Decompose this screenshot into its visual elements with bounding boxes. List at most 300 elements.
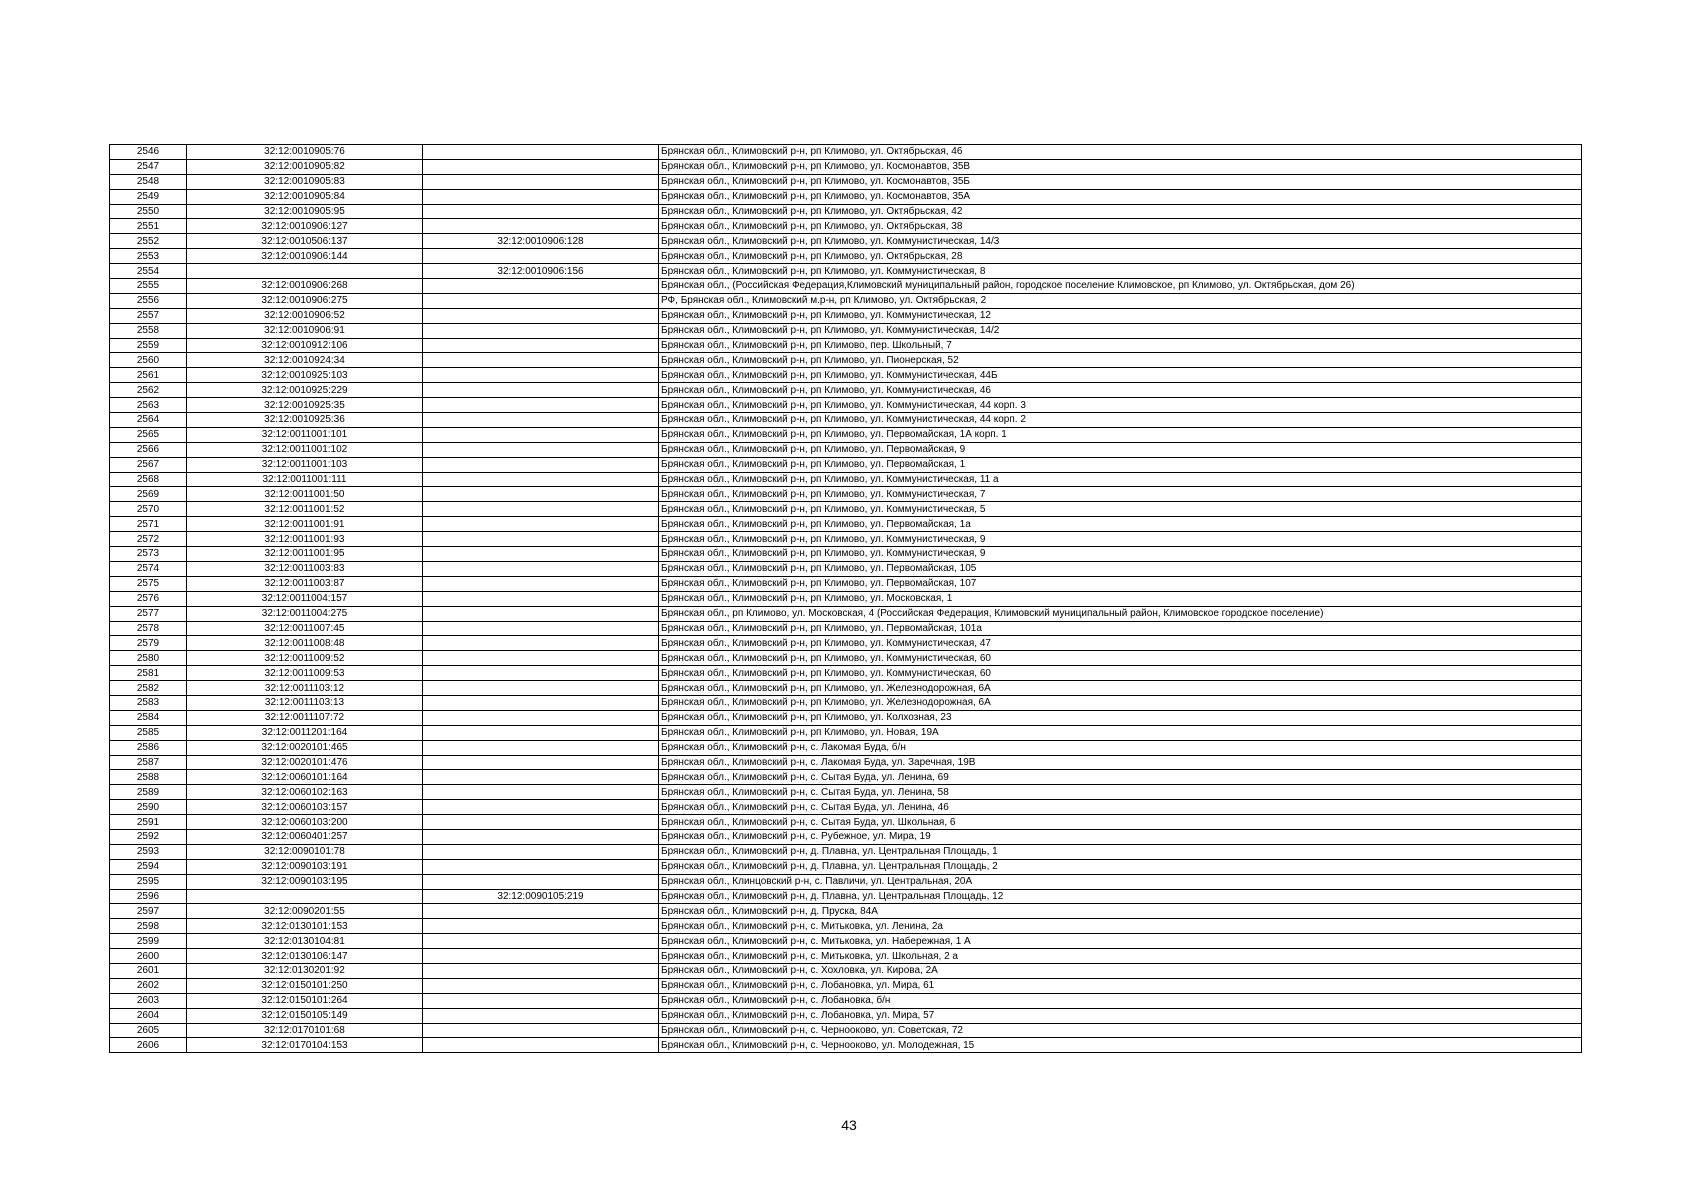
table-row xyxy=(110,174,1582,189)
address-cell: Брянская обл., Климовский р-н, рп Климово, ул. Космонавтов, 35Б xyxy=(659,174,1582,189)
table-row xyxy=(110,859,1582,874)
address-cell: Брянская обл., Климовский р-н, рп Климово, ул. Коммунистическая, 11 а xyxy=(659,472,1582,487)
address-cell: Брянская обл., Климовский р-н, д. Плавна, ул. Центральная Площадь, 1 xyxy=(659,844,1582,859)
row-number-cell: 2569 xyxy=(110,487,187,502)
parent-cadastral-number-cell xyxy=(423,904,659,919)
address-cell: Брянская обл., Климовский р-н, рп Климово, ул. Первомайская, 105 xyxy=(659,561,1582,576)
cadastral-number-cell: 32:12:0090103:191 xyxy=(187,859,423,874)
row-number-cell: 2604 xyxy=(110,1008,187,1023)
table-row xyxy=(110,949,1582,964)
parent-cadastral-number-cell xyxy=(423,755,659,770)
parent-cadastral-number-cell xyxy=(423,681,659,696)
parent-cadastral-number-cell xyxy=(423,829,659,844)
cadastral-number-cell: 32:12:0060101:164 xyxy=(187,770,423,785)
cadastral-number-cell: 32:12:0011103:13 xyxy=(187,695,423,710)
table-row xyxy=(110,517,1582,532)
table-row xyxy=(110,874,1582,889)
address-cell: Брянская обл., (Российская Федерация,Климовский муниципальный район, городское поселение Климовское, рп Климово, ул. Октябрьская, дом 26) xyxy=(659,279,1582,294)
table-row xyxy=(110,532,1582,547)
row-number-cell: 2579 xyxy=(110,636,187,651)
parent-cadastral-number-cell xyxy=(423,413,659,428)
parent-cadastral-number-cell xyxy=(423,219,659,234)
parent-cadastral-number-cell xyxy=(423,383,659,398)
cadastral-number-cell: 32:12:0010925:103 xyxy=(187,368,423,383)
address-cell: Брянская обл., Климовский р-н, рп Климово, ул. Коммунистическая, 47 xyxy=(659,636,1582,651)
table-row xyxy=(110,368,1582,383)
address-cell: Брянская обл., Климовский р-н, рп Климово, ул. Коммунистическая, 44 корп. 3 xyxy=(659,398,1582,413)
row-number-cell: 2563 xyxy=(110,398,187,413)
parent-cadastral-number-cell xyxy=(423,279,659,294)
address-cell: Брянская обл., Климовский р-н, рп Климово, ул. Коммунистическая, 12 xyxy=(659,308,1582,323)
address-cell: Брянская обл., Климовский р-н, рп Климово, пер. Школьный, 7 xyxy=(659,338,1582,353)
table-row xyxy=(110,338,1582,353)
address-cell: Брянская обл., Климовский р-н, с. Митьковка, ул. Ленина, 2а xyxy=(659,919,1582,934)
row-number-cell: 2587 xyxy=(110,755,187,770)
table-row xyxy=(110,561,1582,576)
parent-cadastral-number-cell xyxy=(423,591,659,606)
address-cell: Брянская обл., Климовский р-н, д. Плавна, ул. Центральная Площадь, 2 xyxy=(659,859,1582,874)
address-cell: Брянская обл., Климовский р-н, рп Климово, ул. Коммунистическая, 44 корп. 2 xyxy=(659,413,1582,428)
cadastral-number-cell: 32:12:0150101:264 xyxy=(187,993,423,1008)
parent-cadastral-number-cell xyxy=(423,293,659,308)
table-row xyxy=(110,651,1582,666)
cadastral-number-cell: 32:12:0011003:87 xyxy=(187,576,423,591)
parent-cadastral-number-cell xyxy=(423,204,659,219)
cadastral-number-cell xyxy=(187,889,423,904)
table-row xyxy=(110,740,1582,755)
cadastral-number-cell: 32:12:0011008:48 xyxy=(187,636,423,651)
parent-cadastral-number-cell xyxy=(423,1038,659,1053)
cadastral-number-cell: 32:12:0060102:163 xyxy=(187,785,423,800)
cadastral-number-cell: 32:12:0010905:83 xyxy=(187,174,423,189)
address-cell: Брянская обл., Климовский р-н, рп Климово, ул. Первомайская, 107 xyxy=(659,576,1582,591)
table-row xyxy=(110,993,1582,1008)
cadastral-number-cell: 32:12:0011001:52 xyxy=(187,502,423,517)
parent-cadastral-number-cell xyxy=(423,174,659,189)
row-number-cell: 2602 xyxy=(110,978,187,993)
row-number-cell: 2586 xyxy=(110,740,187,755)
address-cell: Брянская обл., Климовский р-н, рп Климово, ул. Пионерская, 52 xyxy=(659,353,1582,368)
table-row xyxy=(110,293,1582,308)
row-number-cell: 2580 xyxy=(110,651,187,666)
parent-cadastral-number-cell xyxy=(423,561,659,576)
row-number-cell: 2551 xyxy=(110,219,187,234)
cadastral-number-cell: 32:12:0060401:257 xyxy=(187,829,423,844)
cadastral-register-table xyxy=(109,144,1582,1053)
parent-cadastral-number-cell xyxy=(423,725,659,740)
row-number-cell: 2568 xyxy=(110,472,187,487)
table-row xyxy=(110,249,1582,264)
address-cell: Брянская обл., Климовский р-н, рп Климово, ул. Октябрьская, 46 xyxy=(659,145,1582,160)
table-row xyxy=(110,576,1582,591)
cadastral-number-cell: 32:12:0011107:72 xyxy=(187,710,423,725)
parent-cadastral-number-cell xyxy=(423,993,659,1008)
cadastral-number-cell: 32:12:0011007:45 xyxy=(187,621,423,636)
address-cell: Брянская обл., Клинцовский р-н, с. Павличи, ул. Центральная, 20А xyxy=(659,874,1582,889)
cadastral-number-cell: 32:12:0011001:102 xyxy=(187,442,423,457)
cadastral-number-cell: 32:12:0020101:465 xyxy=(187,740,423,755)
parent-cadastral-number-cell xyxy=(423,800,659,815)
parent-cadastral-number-cell xyxy=(423,427,659,442)
cadastral-number-cell: 32:12:0011003:83 xyxy=(187,561,423,576)
cadastral-number-cell xyxy=(187,264,423,279)
address-cell: Брянская обл., Климовский р-н, рп Климово, ул. Коммунистическая, 5 xyxy=(659,502,1582,517)
parent-cadastral-number-cell xyxy=(423,502,659,517)
table-row xyxy=(110,785,1582,800)
address-cell: Брянская обл., Климовский р-н, с. Лобановка, ул. Мира, 61 xyxy=(659,978,1582,993)
cadastral-number-cell: 32:12:0010924:34 xyxy=(187,353,423,368)
cadastral-number-cell: 32:12:0010506:137 xyxy=(187,234,423,249)
row-number-cell: 2548 xyxy=(110,174,187,189)
page-number: 43 xyxy=(841,1117,857,1133)
cadastral-number-cell: 32:12:0010906:144 xyxy=(187,249,423,264)
parent-cadastral-number-cell xyxy=(423,874,659,889)
row-number-cell: 2577 xyxy=(110,606,187,621)
address-cell: Брянская обл., Климовский р-н, рп Климово, ул. Коммунистическая, 8 xyxy=(659,264,1582,279)
table-row xyxy=(110,978,1582,993)
parent-cadastral-number-cell xyxy=(423,740,659,755)
row-number-cell: 2547 xyxy=(110,159,187,174)
table-row xyxy=(110,710,1582,725)
parent-cadastral-number-cell xyxy=(423,442,659,457)
row-number-cell: 2601 xyxy=(110,963,187,978)
row-number-cell: 2585 xyxy=(110,725,187,740)
cadastral-number-cell: 32:12:0011001:91 xyxy=(187,517,423,532)
cadastral-number-cell: 32:12:0010906:91 xyxy=(187,323,423,338)
address-cell: РФ, Брянская обл., Климовский м.р-н, рп Климово, ул. Октябрьская, 2 xyxy=(659,293,1582,308)
row-number-cell: 2546 xyxy=(110,145,187,160)
row-number-cell: 2554 xyxy=(110,264,187,279)
address-cell: Брянская обл., Климовский р-н, рп Климово, ул. Коммунистическая, 60 xyxy=(659,666,1582,681)
row-number-cell: 2570 xyxy=(110,502,187,517)
parent-cadastral-number-cell xyxy=(423,517,659,532)
row-number-cell: 2578 xyxy=(110,621,187,636)
parent-cadastral-number-cell xyxy=(423,472,659,487)
parent-cadastral-number-cell xyxy=(423,353,659,368)
cadastral-number-cell: 32:12:0170101:68 xyxy=(187,1023,423,1038)
row-number-cell: 2599 xyxy=(110,934,187,949)
cadastral-number-cell: 32:12:0170104:153 xyxy=(187,1038,423,1053)
row-number-cell: 2549 xyxy=(110,189,187,204)
cadastral-number-cell: 32:12:0090103:195 xyxy=(187,874,423,889)
cadastral-number-cell: 32:12:0150101:250 xyxy=(187,978,423,993)
table-row xyxy=(110,383,1582,398)
table-row xyxy=(110,472,1582,487)
table-row xyxy=(110,889,1582,904)
parent-cadastral-number-cell xyxy=(423,934,659,949)
row-number-cell: 2555 xyxy=(110,279,187,294)
row-number-cell: 2595 xyxy=(110,874,187,889)
parent-cadastral-number-cell xyxy=(423,1023,659,1038)
table-row xyxy=(110,815,1582,830)
table-row xyxy=(110,457,1582,472)
table-row xyxy=(110,1023,1582,1038)
cadastral-number-cell: 32:12:0011001:95 xyxy=(187,547,423,562)
address-cell: Брянская обл., Климовский р-н, рп Климово, ул. Колхозная, 23 xyxy=(659,710,1582,725)
address-cell: Брянская обл., Климовский р-н, с. Лобановка, б/н xyxy=(659,993,1582,1008)
table-row xyxy=(110,427,1582,442)
address-cell: Брянская обл., Климовский р-н, с. Лакомая Буда, ул. Заречная, 19В xyxy=(659,755,1582,770)
address-cell: Брянская обл., Климовский р-н, рп Климово, ул. Коммунистическая, 14/3 xyxy=(659,234,1582,249)
address-cell: Брянская обл., Климовский р-н, рп Климово, ул. Первомайская, 1А корп. 1 xyxy=(659,427,1582,442)
row-number-cell: 2571 xyxy=(110,517,187,532)
address-cell: Брянская обл., Климовский р-н, рп Климово, ул. Космонавтов, 35А xyxy=(659,189,1582,204)
address-cell: Брянская обл., Климовский р-н, с. Митьковка, ул. Набережная, 1 А xyxy=(659,934,1582,949)
table-row xyxy=(110,919,1582,934)
parent-cadastral-number-cell xyxy=(423,532,659,547)
address-cell: Брянская обл., Климовский р-н, рп Климово, ул. Коммунистическая, 9 xyxy=(659,532,1582,547)
row-number-cell: 2583 xyxy=(110,695,187,710)
address-cell: Брянская обл., Климовский р-н, рп Климово, ул. Железнодорожная, 6А xyxy=(659,681,1582,696)
cadastral-number-cell: 32:12:0011004:275 xyxy=(187,606,423,621)
table-row xyxy=(110,159,1582,174)
cadastral-number-cell: 32:12:0011001:101 xyxy=(187,427,423,442)
table-row xyxy=(110,681,1582,696)
address-cell: Брянская обл., Климовский р-н, с. Сытая Буда, ул. Ленина, 58 xyxy=(659,785,1582,800)
table-row xyxy=(110,189,1582,204)
row-number-cell: 2594 xyxy=(110,859,187,874)
row-number-cell: 2606 xyxy=(110,1038,187,1053)
table-row xyxy=(110,844,1582,859)
row-number-cell: 2559 xyxy=(110,338,187,353)
address-cell: Брянская обл., Климовский р-н, рп Климово, ул. Коммунистическая, 7 xyxy=(659,487,1582,502)
cadastral-number-cell: 32:12:0011001:93 xyxy=(187,532,423,547)
parent-cadastral-number-cell xyxy=(423,621,659,636)
cadastral-number-cell: 32:12:0011009:52 xyxy=(187,651,423,666)
parent-cadastral-number-cell xyxy=(423,547,659,562)
row-number-cell: 2550 xyxy=(110,204,187,219)
address-cell: Брянская обл., Климовский р-н, рп Климово, ул. Новая, 19А xyxy=(659,725,1582,740)
row-number-cell: 2565 xyxy=(110,427,187,442)
table-row xyxy=(110,904,1582,919)
parent-cadastral-number-cell xyxy=(423,636,659,651)
address-cell: Брянская обл., рп Климово, ул. Московская, 4 (Российская Федерация, Климовский муниципальный район, Климовское городское поселение) xyxy=(659,606,1582,621)
parent-cadastral-number-cell xyxy=(423,457,659,472)
table-body xyxy=(110,145,1582,1053)
address-cell: Брянская обл., Климовский р-н, с. Рубежное, ул. Мира, 19 xyxy=(659,829,1582,844)
parent-cadastral-number-cell xyxy=(423,487,659,502)
address-cell: Брянская обл., Климовский р-н, д. Плавна, ул. Центральная Площадь, 12 xyxy=(659,889,1582,904)
row-number-cell: 2588 xyxy=(110,770,187,785)
table-row xyxy=(110,264,1582,279)
row-number-cell: 2574 xyxy=(110,561,187,576)
table-row xyxy=(110,308,1582,323)
cadastral-number-cell: 32:12:0011001:111 xyxy=(187,472,423,487)
row-number-cell: 2572 xyxy=(110,532,187,547)
parent-cadastral-number-cell xyxy=(423,308,659,323)
table-row xyxy=(110,502,1582,517)
address-cell: Брянская обл., Климовский р-н, рп Климово, ул. Коммунистическая, 60 xyxy=(659,651,1582,666)
parent-cadastral-number-cell xyxy=(423,978,659,993)
row-number-cell: 2598 xyxy=(110,919,187,934)
address-cell: Брянская обл., Климовский р-н, с. Чернооково, ул. Советская, 72 xyxy=(659,1023,1582,1038)
row-number-cell: 2576 xyxy=(110,591,187,606)
table-row xyxy=(110,442,1582,457)
row-number-cell: 2557 xyxy=(110,308,187,323)
table-row xyxy=(110,800,1582,815)
parent-cadastral-number-cell xyxy=(423,710,659,725)
table-row xyxy=(110,606,1582,621)
parent-cadastral-number-cell xyxy=(423,368,659,383)
cadastral-number-cell: 32:12:0130201:92 xyxy=(187,963,423,978)
table-row xyxy=(110,279,1582,294)
cadastral-number-cell: 32:12:0010925:35 xyxy=(187,398,423,413)
table-row xyxy=(110,487,1582,502)
table-row xyxy=(110,398,1582,413)
row-number-cell: 2566 xyxy=(110,442,187,457)
address-cell: Брянская обл., Климовский р-н, рп Климово, ул. Коммунистическая, 46 xyxy=(659,383,1582,398)
row-number-cell: 2558 xyxy=(110,323,187,338)
row-number-cell: 2590 xyxy=(110,800,187,815)
address-cell: Брянская обл., Климовский р-н, рп Климово, ул. Космонавтов, 35В xyxy=(659,159,1582,174)
address-cell: Брянская обл., Климовский р-н, рп Климово, ул. Московская, 1 xyxy=(659,591,1582,606)
parent-cadastral-number-cell xyxy=(423,145,659,160)
cadastral-number-cell: 32:12:0010905:84 xyxy=(187,189,423,204)
row-number-cell: 2573 xyxy=(110,547,187,562)
cadastral-number-cell: 32:12:0011001:103 xyxy=(187,457,423,472)
parent-cadastral-number-cell xyxy=(423,1008,659,1023)
row-number-cell: 2552 xyxy=(110,234,187,249)
cadastral-number-cell: 32:12:0011201:164 xyxy=(187,725,423,740)
table-row xyxy=(110,963,1582,978)
row-number-cell: 2575 xyxy=(110,576,187,591)
table-row xyxy=(110,145,1582,160)
cadastral-number-cell: 32:12:0010925:36 xyxy=(187,413,423,428)
row-number-cell: 2603 xyxy=(110,993,187,1008)
cadastral-number-cell: 32:12:0090201:55 xyxy=(187,904,423,919)
row-number-cell: 2597 xyxy=(110,904,187,919)
row-number-cell: 2560 xyxy=(110,353,187,368)
cadastral-number-cell: 32:12:0060103:157 xyxy=(187,800,423,815)
table-row xyxy=(110,725,1582,740)
table-row xyxy=(110,413,1582,428)
address-cell: Брянская обл., Климовский р-н, с. Сытая Буда, ул. Ленина, 69 xyxy=(659,770,1582,785)
address-cell: Брянская обл., Климовский р-н, рп Климово, ул. Первомайская, 1а xyxy=(659,517,1582,532)
cadastral-number-cell: 32:12:0011009:53 xyxy=(187,666,423,681)
address-cell: Брянская обл., Климовский р-н, с. Лобановка, ул. Мира, 57 xyxy=(659,1008,1582,1023)
parent-cadastral-number-cell xyxy=(423,576,659,591)
parent-cadastral-number-cell xyxy=(423,398,659,413)
row-number-cell: 2556 xyxy=(110,293,187,308)
row-number-cell: 2600 xyxy=(110,949,187,964)
address-cell: Брянская обл., Климовский р-н, рп Климово, ул. Октябрьская, 42 xyxy=(659,204,1582,219)
cadastral-number-cell: 32:12:0010906:127 xyxy=(187,219,423,234)
address-cell: Брянская обл., Климовский р-н, рп Климово, ул. Коммунистическая, 44Б xyxy=(659,368,1582,383)
row-number-cell: 2561 xyxy=(110,368,187,383)
cadastral-number-cell: 32:12:0130101:153 xyxy=(187,919,423,934)
cadastral-number-cell: 32:12:0020101:476 xyxy=(187,755,423,770)
address-cell: Брянская обл., Климовский р-н, д. Пруска, 84А xyxy=(659,904,1582,919)
address-cell: Брянская обл., Климовский р-н, рп Климово, ул. Первомайская, 9 xyxy=(659,442,1582,457)
table-row xyxy=(110,934,1582,949)
address-cell: Брянская обл., Климовский р-н, рп Климово, ул. Первомайская, 1 xyxy=(659,457,1582,472)
parent-cadastral-number-cell xyxy=(423,606,659,621)
address-cell: Брянская обл., Климовский р-н, с. Сытая Буда, ул. Ленина, 46 xyxy=(659,800,1582,815)
table-row xyxy=(110,234,1582,249)
cadastral-number-cell: 32:12:0130106:147 xyxy=(187,949,423,964)
table-row xyxy=(110,547,1582,562)
cadastral-number-cell: 32:12:0010905:76 xyxy=(187,145,423,160)
address-cell: Брянская обл., Климовский р-н, рп Климово, ул. Октябрьская, 28 xyxy=(659,249,1582,264)
table-row xyxy=(110,755,1582,770)
parent-cadastral-number-cell xyxy=(423,651,659,666)
address-cell: Брянская обл., Климовский р-н, с. Сытая Буда, ул. Школьная, 6 xyxy=(659,815,1582,830)
row-number-cell: 2584 xyxy=(110,710,187,725)
table-row xyxy=(110,204,1582,219)
address-cell: Брянская обл., Климовский р-н, с. Митьковка, ул. Школьная, 2 а xyxy=(659,949,1582,964)
table-row xyxy=(110,621,1582,636)
parent-cadastral-number-cell xyxy=(423,815,659,830)
table-row xyxy=(110,1008,1582,1023)
cadastral-number-cell: 32:12:0010925:229 xyxy=(187,383,423,398)
cadastral-number-cell: 32:12:0010906:275 xyxy=(187,293,423,308)
cadastral-number-cell: 32:12:0010905:95 xyxy=(187,204,423,219)
cadastral-number-cell: 32:12:0010906:52 xyxy=(187,308,423,323)
address-cell: Брянская обл., Климовский р-н, с. Лакомая Буда, б/н xyxy=(659,740,1582,755)
cadastral-number-cell: 32:12:0130104:81 xyxy=(187,934,423,949)
parent-cadastral-number-cell xyxy=(423,323,659,338)
table-row xyxy=(110,353,1582,368)
parent-cadastral-number-cell xyxy=(423,770,659,785)
row-number-cell: 2562 xyxy=(110,383,187,398)
parent-cadastral-number-cell xyxy=(423,159,659,174)
parent-cadastral-number-cell xyxy=(423,189,659,204)
row-number-cell: 2592 xyxy=(110,829,187,844)
table-row xyxy=(110,770,1582,785)
table-row xyxy=(110,829,1582,844)
parent-cadastral-number-cell xyxy=(423,844,659,859)
row-number-cell: 2593 xyxy=(110,844,187,859)
cadastral-number-cell: 32:12:0010912:106 xyxy=(187,338,423,353)
row-number-cell: 2581 xyxy=(110,666,187,681)
address-cell: Брянская обл., Климовский р-н, рп Климово, ул. Коммунистическая, 9 xyxy=(659,547,1582,562)
table-row xyxy=(110,636,1582,651)
table-row xyxy=(110,323,1582,338)
parent-cadastral-number-cell: 32:12:0010906:156 xyxy=(423,264,659,279)
table-row xyxy=(110,666,1582,681)
cadastral-number-cell: 32:12:0150105:149 xyxy=(187,1008,423,1023)
address-cell: Брянская обл., Климовский р-н, рп Климово, ул. Октябрьская, 38 xyxy=(659,219,1582,234)
cadastral-number-cell: 32:12:0010906:268 xyxy=(187,279,423,294)
parent-cadastral-number-cell xyxy=(423,949,659,964)
parent-cadastral-number-cell: 32:12:0090105:219 xyxy=(423,889,659,904)
table-row xyxy=(110,591,1582,606)
cadastral-number-cell: 32:12:0060103:200 xyxy=(187,815,423,830)
table-row xyxy=(110,695,1582,710)
parent-cadastral-number-cell xyxy=(423,919,659,934)
address-cell: Брянская обл., Климовский р-н, рп Климово, ул. Железнодорожная, 6А xyxy=(659,695,1582,710)
parent-cadastral-number-cell xyxy=(423,859,659,874)
address-cell: Брянская обл., Климовский р-н, с. Хохловка, ул. Кирова, 2А xyxy=(659,963,1582,978)
address-cell: Брянская обл., Климовский р-н, рп Климово, ул. Коммунистическая, 14/2 xyxy=(659,323,1582,338)
parent-cadastral-number-cell xyxy=(423,785,659,800)
parent-cadastral-number-cell: 32:12:0010906:128 xyxy=(423,234,659,249)
cadastral-number-cell: 32:12:0011004:157 xyxy=(187,591,423,606)
row-number-cell: 2553 xyxy=(110,249,187,264)
row-number-cell: 2589 xyxy=(110,785,187,800)
cadastral-number-cell: 32:12:0011103:12 xyxy=(187,681,423,696)
table-row xyxy=(110,219,1582,234)
address-cell: Брянская обл., Климовский р-н, рп Климово, ул. Первомайская, 101а xyxy=(659,621,1582,636)
row-number-cell: 2567 xyxy=(110,457,187,472)
row-number-cell: 2591 xyxy=(110,815,187,830)
row-number-cell: 2564 xyxy=(110,413,187,428)
parent-cadastral-number-cell xyxy=(423,338,659,353)
cadastral-number-cell: 32:12:0011001:50 xyxy=(187,487,423,502)
parent-cadastral-number-cell xyxy=(423,963,659,978)
parent-cadastral-number-cell xyxy=(423,249,659,264)
address-cell: Брянская обл., Климовский р-н, с. Чернооково, ул. Молодежная, 15 xyxy=(659,1038,1582,1053)
